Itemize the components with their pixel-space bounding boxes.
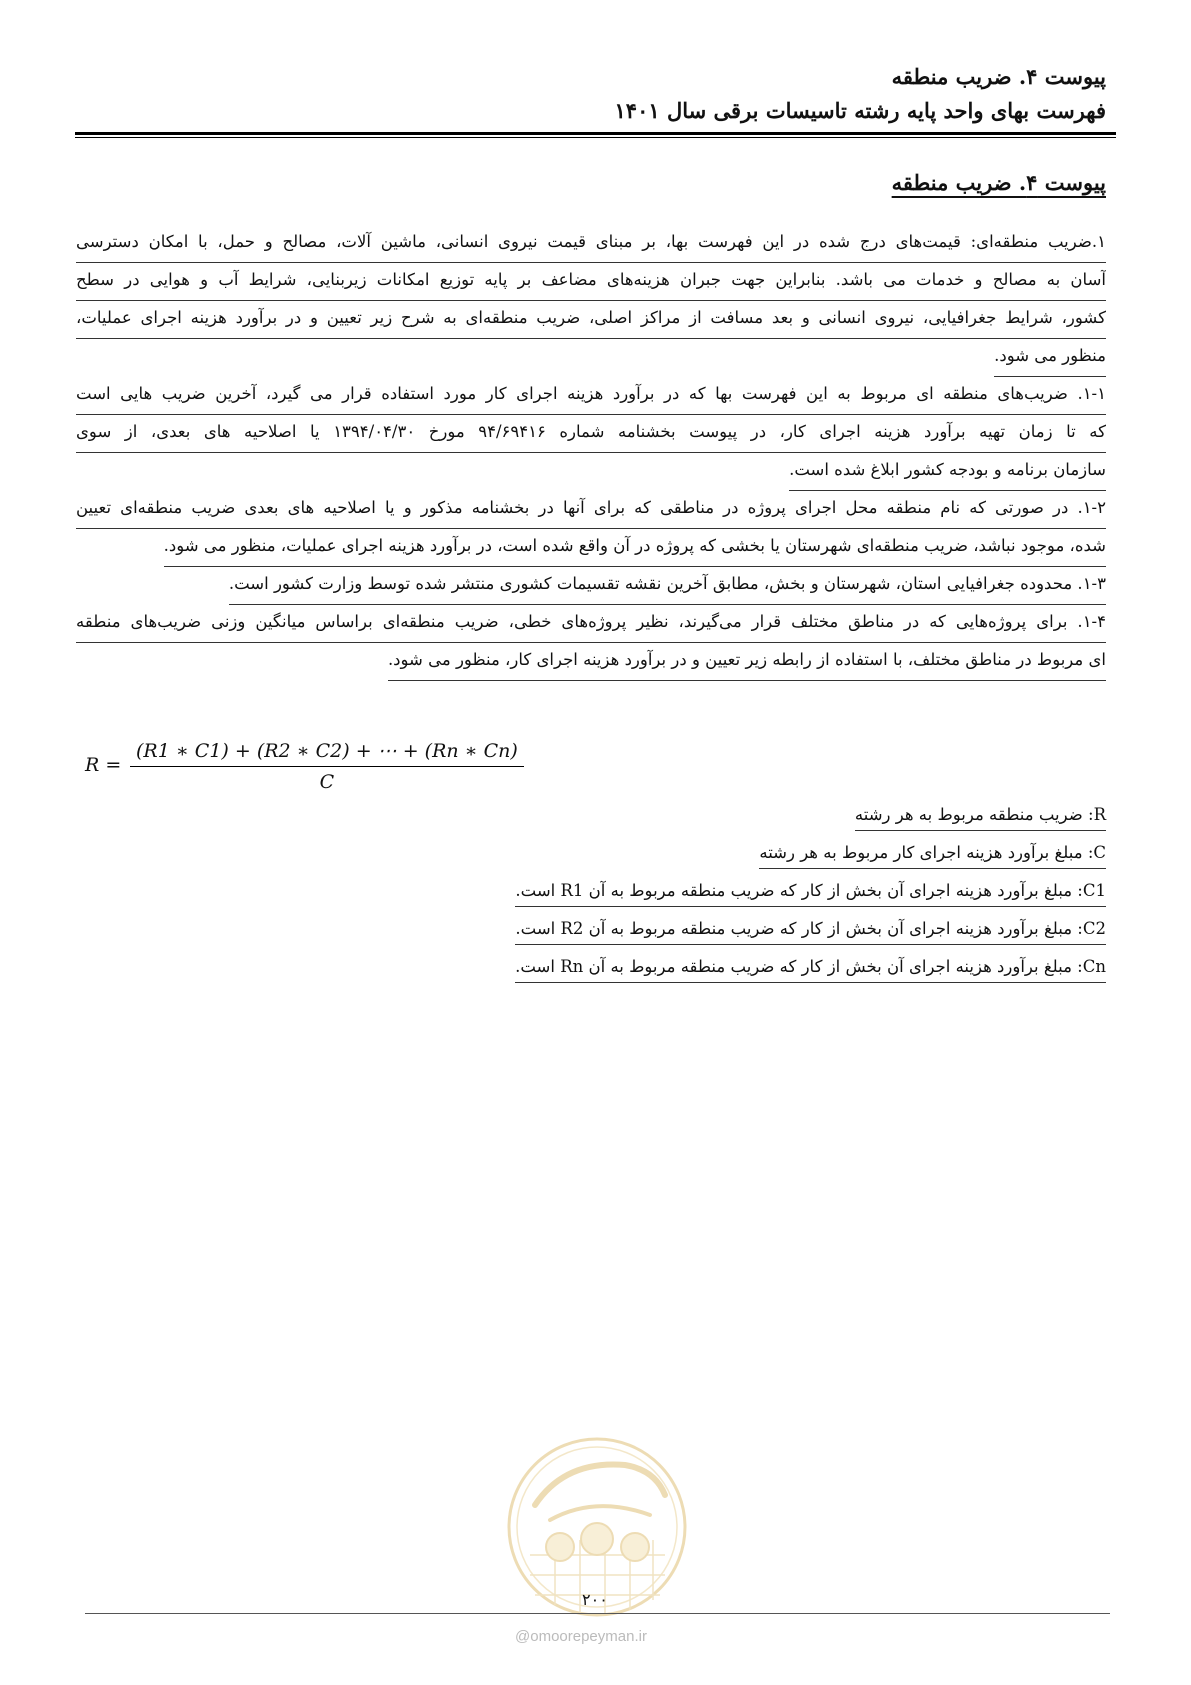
definition-item [855, 800, 1106, 831]
definition-text: : مبلغ برآورد هزینه اجرای کار مربوط به هر رشته [759, 843, 1094, 862]
paragraph-line: آسان به مصالح و خدمات می باشد. بنابراین جهت جبران هزینه‌های مضاعف بر پایه توزیع امکانات زیربنایی، شرایط آب و هوایی در سطح [76, 263, 1106, 301]
definition-key: Cn [1082, 957, 1106, 976]
definition-key: C1 [1082, 881, 1106, 900]
definition-text: : ضریب منطقه مربوط به هر رشته [854, 805, 1094, 824]
formula-lhs: R = [85, 754, 122, 776]
paragraph-line: ای مربوط در مناطق مختلف، با استفاده از رابطه زیر تعیین و در برآورد هزینه اجرای کار، منظور می شود. [388, 643, 1106, 681]
definition-item [515, 914, 1106, 945]
page-number: ۲۰۰ [582, 1590, 608, 1609]
definition-key: C [1093, 843, 1106, 862]
definition-item [759, 838, 1106, 869]
paragraph-line: ۱-۴. برای پروژه‌هایی که در مناطق مختلف قرار می‌گیرند، نظیر پروژه‌های خطی، ضریب منطقه‌ای براساس میانگین وزنی ضریب‌های منطقه [76, 605, 1106, 643]
formula-fraction [130, 740, 524, 793]
paragraph-line: ۱-۲. در صورتی که نام منطقه محل اجرای پروژه در مناطقی که برای آنها در بخشنامه مذکور و یا اصلاحیه های بعدی ضریب منطقه‌ای تعیین [76, 491, 1106, 529]
formula-numerator: (R1 ∗ C1) + (R2 ∗ C2) + ⋯ + (Rn ∗ Cn) [130, 740, 524, 767]
paragraph-line: منظور می شود. [994, 339, 1106, 377]
definition-item [515, 876, 1106, 907]
paragraph-1-4 [76, 605, 1106, 681]
definition-key: C2 [1082, 919, 1106, 938]
paragraph-line: ۱-۳. محدوده جغرافیایی استان، شهرستان و بخش، مطابق آخرین نقشه تقسیمات کشوری منتشر شده توسط وزارت کشور است. [229, 567, 1106, 605]
header-subtitle: فهرست بهای واحد پایه رشته تاسیسات برقی سال ۱۴۰۱ [614, 98, 1106, 123]
paragraph-1-3 [76, 567, 1106, 605]
definition-text: : مبلغ برآورد هزینه اجرای آن بخش از کار که ضریب منطقه مربوط به آن R1 است. [515, 881, 1083, 900]
paragraph-line: کشور، شرایط جغرافیایی، نیروی انسانی و بعد مسافت از مراکز اصلی، ضریب منطقه‌ای به شرح زیر تعیین و در برآورد هزینه اجرای عملیات، [76, 301, 1106, 339]
paragraph-line: ۱.ضریب منطقه‌ای: قیمت‌های درج شده در این فهرست بها، بر مبنای قیمت نیروی انسانی، ماشین آلات، مصالح و حمل، با امکان دسترسی [76, 225, 1106, 263]
footer-rule [85, 1613, 1110, 1614]
definition-key: R [1093, 805, 1106, 824]
watermark-url: @omoorepeyman.ir [515, 1628, 647, 1645]
header-rule-thin [75, 137, 1116, 138]
paragraph-1-2 [76, 491, 1106, 567]
header-rule-thick [75, 132, 1116, 135]
definition-item [515, 952, 1106, 983]
paragraph-line: که تا زمان تهیه برآورد هزینه اجرای کار، در پیوست بخشنامه شماره ۹۴/۶۹۴۱۶ مورخ ۱۳۹۴/۰۴/۳۰ یا اصلاحیه های بعدی، از سوی [76, 415, 1106, 453]
paragraph-1-1 [76, 377, 1106, 491]
definition-text: : مبلغ برآورد هزینه اجرای آن بخش از کار که ضریب منطقه مربوط به آن Rn است. [515, 957, 1083, 976]
paragraph-line: ۱-۱. ضریب‌های منطقه ای مربوط به این فهرست بها که در برآورد هزینه اجرای کار مورد استفاده قرار می گیرد، آخرین ضریب هایی است [76, 377, 1106, 415]
definition-text: : مبلغ برآورد هزینه اجرای آن بخش از کار که ضریب منطقه مربوط به آن R2 است. [515, 919, 1083, 938]
paragraph-line: سازمان برنامه و بودجه کشور ابلاغ شده است. [789, 453, 1106, 491]
formula-denominator: C [319, 771, 335, 793]
paragraph-1 [76, 225, 1106, 377]
header-title: پیوست ۴. ضریب منطقه [891, 64, 1106, 89]
paragraph-line: شده، موجود نباشد، ضریب منطقه‌ای شهرستان یا بخشی که پروژه در آن واقع شده است، در برآورد هزینه اجرای عملیات، منظور می شود. [164, 529, 1106, 567]
section-title: پیوست ۴. ضریب منطقه [891, 170, 1106, 195]
